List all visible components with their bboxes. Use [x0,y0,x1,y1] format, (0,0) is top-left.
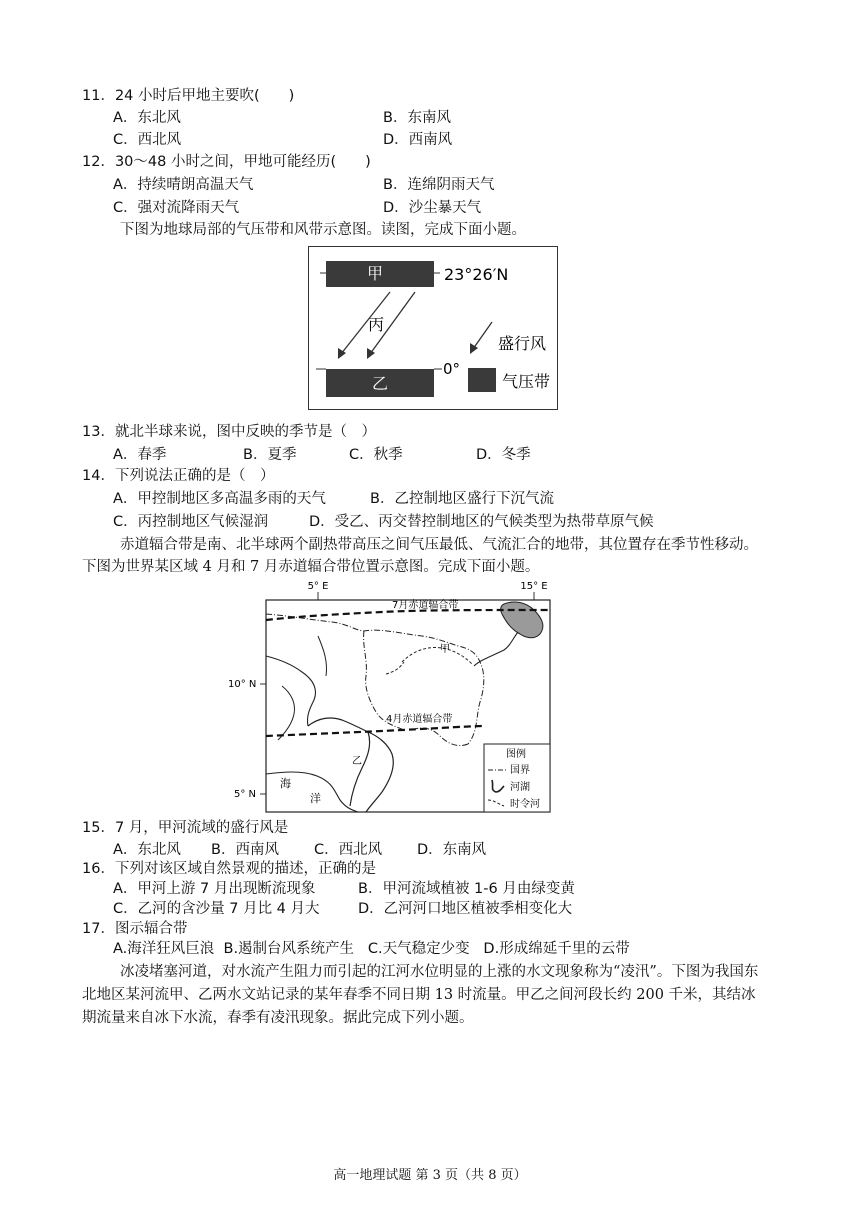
intro-ice-flood-line1: 冰凌堵塞河道，对水流产生阻力而引起的江河水位明显的上涨的水文现象称为“凌汛”。下图为我国东 [120,964,759,980]
legend-seasonal-label: 时令河 [510,799,540,810]
itcz-april-label: 4月赤道辐合带 [386,714,453,725]
intro-pressure-belts: 下图为地球局部的气压带和风带示意图。读图，完成下面小题。 [120,222,526,238]
q13-option-b: B．夏季 [243,447,297,463]
lat-top-label: 10° N [228,679,257,690]
legend-pressure-swatch-icon [468,368,496,392]
intro-ice-flood-line2: 北地区某河流甲、乙两水文站记录的某年春季不同日期 13 时流量。甲乙之间河段长约 200 千米，其结冰 [82,987,756,1003]
q12-stem: 12．30～48 小时之间，甲地可能经历( ) [82,154,371,170]
legend-wind-label: 盛行风 [498,334,547,353]
q11-option-b: B．东南风 [383,110,451,126]
q12-option-d: D．沙尘暴天气 [383,200,482,216]
legend-border-label: 国界 [510,765,530,776]
intro-itcz-line1: 赤道辐合带是南、北半球两个副热带高压之间气压最低、气流汇合的地带，其位置存在季节性移动。 [120,537,758,553]
legend-title: 图例 [506,749,526,760]
q16-option-c: C．乙河的含沙量 7 月比 4 月大 [113,901,320,917]
q11-option-d: D．西南风 [383,132,453,148]
q14-option-c: C．丙控制地区气候湿润 [113,514,269,530]
label-bing: 丙 [367,315,385,334]
q14-stem: 14．下列说法正确的是（ ） [82,468,275,484]
page-footer: 高一地理试题 第 3 页（共 8 页） [333,1168,527,1183]
q11-option-a: A．东北风 [113,110,181,126]
q14-option-d: D．受乙、丙交替控制地区的气候类型为热带草原气候 [309,514,654,530]
itcz-july-label: 7月赤道辐合带 [392,600,459,611]
sea-label-2: 洋 [310,792,321,805]
legend-river-label: 河湖 [510,782,530,793]
q14-option-b: B．乙控制地区盛行下沉气流 [370,491,554,507]
pressure-wind-belt-figure [308,246,558,414]
label-yi: 乙 [352,756,362,767]
lat-top-label: 23°26′N [444,265,509,284]
q17-stem: 17．图示辐合带 [82,921,188,937]
q15-option-d: D．东南风 [417,842,487,858]
q12-option-a: A．持续晴朗高温天气 [113,177,254,193]
label-jia: 甲 [440,644,450,655]
q12-option-c: C．强对流降雨天气 [113,200,240,216]
q15-option-b: B．西南风 [211,842,279,858]
q16-option-d: D．乙河河口地区植被季相变化大 [358,901,573,917]
label-yi: 乙 [371,374,389,393]
q11-option-c: C．西北风 [113,132,182,148]
legend-pressure-label: 气压带 [502,372,551,391]
q14-option-a: A．甲控制地区多高温多雨的天气 [113,491,326,507]
q13-option-c: C．秋季 [349,447,403,463]
intro-ice-flood-line3: 期流量来自冰下水流，春季有凌汛现象。据此完成下列小题。 [82,1010,474,1026]
q12-option-b: B．连绵阴雨天气 [383,177,495,193]
q15-option-c: C．西北风 [314,842,383,858]
q13-stem: 13．就北半球来说，图中反映的季节是（ ） [82,424,376,440]
sea-label-1: 海 [280,777,291,790]
q16-stem: 16．下列对该区域自然景观的描述，正确的是 [82,861,376,877]
q11-stem: 11．24 小时后甲地主要吹( ) [82,88,295,104]
label-jia: 甲 [366,264,384,283]
lat-bottom-label: 5° N [234,789,257,800]
lat-bottom-label: 0° [443,360,461,378]
q15-option-a: A．东北风 [113,842,181,858]
q13-option-a: A．春季 [113,447,167,463]
q17-options: A.海洋狂风巨浪 B.遏制台风系统产生 C.天气稳定少变 D.形成绵延千里的云带 [113,941,630,957]
intro-itcz-line2: 下图为世界某区域 4 月和 7 月赤道辐合带位置示意图。完成下面小题。 [82,559,540,575]
q13-option-d: D．冬季 [476,447,531,463]
itcz-map-figure [222,576,562,818]
q16-option-a: A．甲河上游 7 月出现断流现象 [113,881,316,897]
q16-option-b: B．甲河流域植被 1-6 月由绿变黄 [358,881,575,897]
lon-right-label: 15° E [520,581,548,592]
q15-stem: 15．7 月，甲河流域的盛行风是 [82,820,289,836]
lon-left-label: 5° E [307,581,329,592]
